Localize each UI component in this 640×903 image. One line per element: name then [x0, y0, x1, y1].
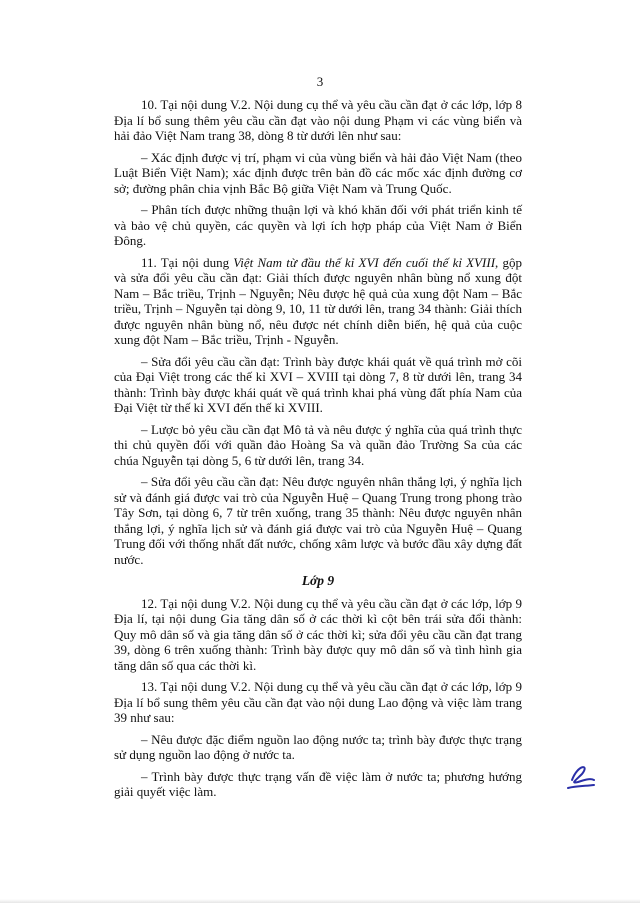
scan-edge: [0, 899, 640, 903]
paragraph-11-topic: Việt Nam từ đầu thế kỉ XVI đến cuối thế kỉ XVIII: [233, 254, 496, 270]
paragraph-11-rest: , gộp và sửa đổi yêu cầu cần đạt: Giải thích được nguyên nhân bùng nổ xung đột Nam – Bắc triều, Trịnh – Nguyễn; Nêu được hệ quả của xung đột Nam – Bắc triều, Trịnh – Nguyễn tại dòng 9, 10, 11 từ dưới lên, trang 34 thành: Giải thích được nguyên nhân bùng nổ, nêu được nét chính diễn biến, hệ quả của cuộc xung đột Nam – Bắc triều, Trịnh - Nguyễn.: [114, 254, 523, 347]
handwritten-initial: [560, 758, 600, 794]
page-number: 3: [316, 74, 324, 89]
paragraph-10-item-2: – Phân tích được những thuận lợi và khó khăn đối với phát triển kinh tế và bảo vệ chủ quyền, các quyền và lợi ích hợp pháp của Việt Nam ở Biển Đông.: [114, 202, 522, 248]
paragraph-12: 12. Tại nội dung V.2. Nội dung cụ thể và yêu cầu cần đạt ở các lớp, lớp 9 Địa lí, tại nội dung Gia tăng dân số ở các thời kì cột bên trái sửa đổi thành: Quy mô dân số và gia tăng dân số ở các thời kì; sửa đổi yêu cầu cần đạt trang 39, dòng 6 trên xuống thành: Trình bày được quy mô dân số và tình hình gia tăng dân số qua các thời kì.: [114, 595, 522, 673]
paragraph-11-intro: 11. Tại nội dung: [141, 254, 234, 270]
paragraph-11-item-2: – Lược bỏ yêu cầu cần đạt Mô tả và nêu được ý nghĩa của quá trình thực thi chủ quyền đối với quần đảo Hoàng Sa và quần đảo Trường Sa của các chúa Nguyễn tại dòng 5, 6 từ dưới lên, trang 34.: [114, 421, 522, 468]
paragraph-11-item-1: – Sửa đổi yêu cầu cần đạt: Trình bày được khái quát về quá trình mở cõi của Đại Việt trong các thế kỉ XVI – XVIII tại dòng 7, 8 từ dưới lên, trang 34 thành: Trình bày được khái quát về quá trình khai phá vùng đất phía Nam của Đại Việt từ thế kỉ XVI đến thế kỉ XVIII.: [114, 353, 522, 415]
paragraph-10-item-1: – Xác định được vị trí, phạm vi của vùng biển và hải đảo Việt Nam (theo Luật Biển Việt Nam); xác định được trên bản đồ các mốc xác định đường cơ sở; đường phân chia vịnh Bắc Bộ giữa Việt Nam và Trung Quốc.: [114, 149, 522, 196]
paragraph-11-item-3: – Sửa đổi yêu cầu cần đạt: Nêu được nguyên nhân thắng lợi, ý nghĩa lịch sử và đánh giá được vai trò của Nguyễn Huệ – Quang Trung trong phong trào Tây Sơn, tại dòng 6, 7 từ trên xuống, trang 35 thành: Nêu được nguyên nhân thắng lợi, ý nghĩa lịch sử và đánh giá được vai trò của Nguyễn Huệ – Quang Trung đối với thống nhất đất nước, chống xâm lược và bước đầu xây dựng đất nước.: [114, 474, 522, 567]
paragraph-11: [114, 255, 522, 348]
document-body: [114, 97, 522, 806]
paragraph-13-item-2: – Trình bày được thực trạng vấn đề việc làm ở nước ta; phương hướng giải quyết việc làm.: [114, 768, 522, 799]
paragraph-10: 10. Tại nội dung V.2. Nội dung cụ thể và yêu cầu cần đạt ở các lớp, lớp 8 Địa lí bổ sung thêm yêu cầu cần đạt vào nội dung Phạm vi các vùng biển và hải đảo Việt Nam trang 38, dòng 8 từ dưới lên như sau:: [114, 97, 522, 143]
paragraph-13: 13. Tại nội dung V.2. Nội dung cụ thể và yêu cầu cần đạt ở các lớp, lớp 9 Địa lí bổ sung thêm yêu cầu cần đạt vào nội dung Lao động và việc làm trang 39 như sau:: [114, 679, 522, 725]
paragraph-13-item-1: – Nêu được đặc điểm nguồn lao động nước ta; trình bày được thực trạng sử dụng nguồn lao động ở nước ta.: [114, 731, 522, 762]
section-heading-grade-9: Lớp 9: [301, 573, 335, 588]
